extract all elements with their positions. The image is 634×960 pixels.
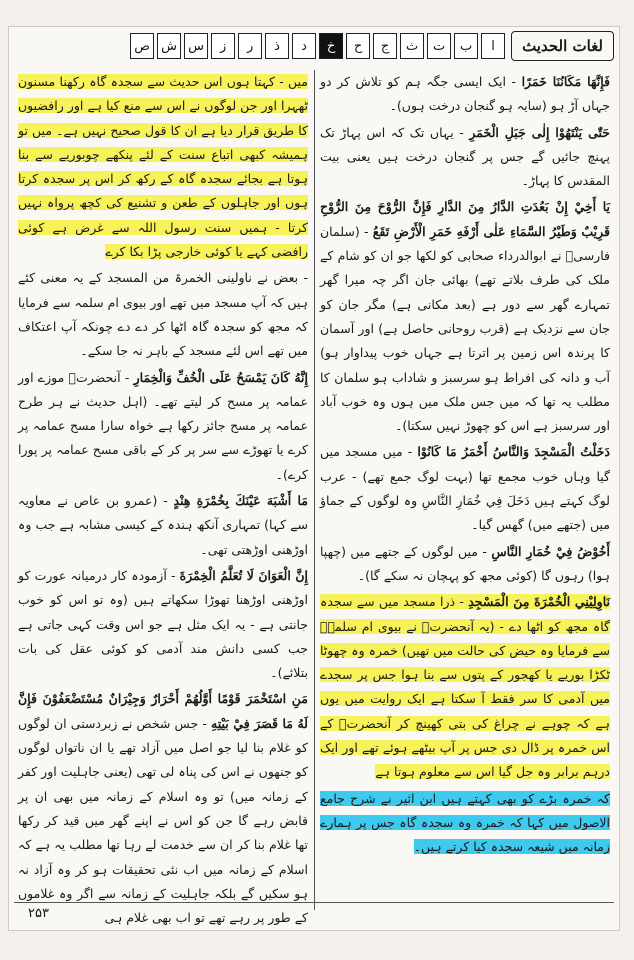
urdu-translation: - (سلمان فارسیؓ نے ابوالدرداء صحابی کو لکھا جو ان کو شام کے ملک کی طرف بلاتے تھے) بھائی جان اگر چہ میرا گھر تمہارے گھر سے دور ہے (بعد مکانی ہے) مگر جان کو جان سے نزدیک ہے (قرب روحانی حاصل ہے) اور آسمان کا پرندہ اس زمین پر اترتا ہے جہاں خوب پیداوار ہو) آب و دانہ کی افراط ہو سرسبز و شاداب ہو سلمان کا مطلب یہ تھا کہ میں جس ملک میں ہوں وہ خوب آباد اور سرسبز ہے اس کو چھوڑ نہیں سکتا)۔ <box>320 223 610 434</box>
entry-paragraph <box>18 687 308 930</box>
urdu-translation: - (عمرو بن عاص نے معاویہ سے کہا) تمہاری آنکھ ہندہ کے کیسی مشابہ ہے جب وہ اوڑھنی اوڑھتی تھی۔ <box>18 493 308 557</box>
urdu-translation: - میں لوگوں کے جتھے میں (چھپا ہوا) رہوں گا (کوئی مجھ کو پہچان نہ سکے گا)۔ <box>320 543 610 583</box>
page-header <box>14 32 614 60</box>
letter-index-item[interactable]: ش <box>157 33 181 59</box>
arabic-headword: يَا أَخِيْ إِنْ بَعُدَتِ الدَّارُ مِنَ الدَّارِ فَإِنَّ الرُّوْحَ مِنَ الرُّوْحِ قَرِيْبٌ وَطَيْرُ السَّمَاءِ عَلٰی أَرْفَهِ خَمَرِ الْأَرْضِ تَقَعُ <box>320 199 610 239</box>
urdu-translation: - یہاں تک کہ اس پہاڑ تک پہنچ جائیں گے جس پر گنجان درخت ہیں یعنی بیت المقدس کا پہاڑ۔ <box>320 124 610 189</box>
arabic-headword: أَخُوْضُ فِيْ خُمَارِ النَّاسِ <box>491 543 611 559</box>
letter-index-item[interactable]: خ <box>319 33 343 59</box>
entry-paragraph <box>320 590 610 784</box>
entry-paragraph <box>18 266 308 363</box>
footer-rule <box>14 902 614 903</box>
urdu-translation: - آنحضرتؐ موزے اور عمامہ پر مسح کر لیتے تھے۔ (اہل حدیث نے ہر طرح عمامہ پر مسح جائز رکھا ہے خواہ سارا مسح عمامہ پر کرے یا تھوڑے سے سر پر کر کے باقی مسح عمامہ پر پورا کرے)۔ <box>18 369 308 482</box>
letter-index-item[interactable]: ص <box>130 33 154 59</box>
urdu-translation: کہ خمرہ بڑے کو بھی کہتے ہیں ابن اثیر نے شرح جامع الاصول میں کہا کہ خمرہ وہ سجدہ گاہ جس پر ہمارے زمانہ میں شیعہ سجدہ کیا کرتے ہیں۔ <box>320 790 610 855</box>
urdu-translation: - میں مسجد میں گیا وہاں خوب مجمع تھا (بہت لوگ جمع تھے) - عرب لوگ کہتے ہیں دَخَلَ فِي خُمَارِ النَّاسِ وہ لوگوں کے جماؤ میں (جتھے میں) گھس گیا۔ <box>320 444 610 533</box>
urdu-translation: میں - کہتا ہوں اس حدیث سے سجدہ گاہ رکھنا مسنون ٹھہرا اور جن لوگوں نے اس سے منع کیا ہے اور رافضیوں کا طریق قرار دیا ہے ان کا قول صحیح نہیں ہے۔ میں تو ہمیشہ کبھی اتباع سنت کے لئے پنکھے چوبوریے سے بنا ہوتا ہے بجائے سجدہ گاہ کے رکھ کر اس پر سجدہ کرتا ہوں اور جاہلوں کے طعن و تشنیع کی کچھ پرواہ نہیں کرتا - ہمیں سنت رسول اللہ سے غرض ہے کوئی رافضی کہے یا کوئی خارجی پڑا بکا کرے <box>18 74 308 260</box>
arabic-headword: مَنِ اسْتَخْمَرَ قَوْمًا أَوَّلُهُمْ أَحْرَارٌ وَجِيْرَانٌ مُسْتَضْعَفُوْنَ فَإِنَّ لَهُ مَا قَصَرَ فِيْ بَيْتِهِ <box>18 691 308 731</box>
alphabet-index <box>130 33 505 59</box>
letter-index-item[interactable]: ث <box>400 33 424 59</box>
entry-paragraph <box>320 787 610 860</box>
entry-paragraph <box>320 195 610 438</box>
arabic-headword: مَا أَشْبَهَ عَيْنَكَ بِخُمْرَةِ هِنْدٍ <box>173 493 308 509</box>
urdu-translation: - بعض نے ناولینی الخمرۃ من المسجد کے یہ معنی کئے ہیں کہ آپ مسجد میں تھے اور بیوی ام سلمہ سے فرمایا کہ مجھ کو سجدہ گاہ اٹھا کر دے دے چونکہ آپ اعتکاف میں تھے اس لئے مسجد کے باہر نہ جا سکے۔ <box>18 270 308 359</box>
urdu-translation: - ذرا مسجد میں سے سجدہ گاہ مجھ کو اٹھا دے - (یہ آنحضرتؐ نے بیوی ام سلمہؓ سے فرمایا وہ حیض کی حالت میں تھیں) خمرہ وہ چھوٹا ٹکڑا بوریے یا کھجور کے پتوں سے بنا ہوا جس پر سجدے میں آدمی کا سر فقط آ سکتا ہے ایک روایت میں یوں ہے کہ چوہے نے چراغ کی بتی کھینچ کر آنحضرتؐ کے اس خمرہ پر ڈال دی جس پر آپ بیٹھے ہوئے تھے اور ایک درہم برابر وہ جل گیا اس سے معلوم ہوتا ہے <box>320 594 610 780</box>
arabic-headword: فَإِنَّهَا مَكَانُنَا خَمَرًا <box>521 74 610 89</box>
letter-index-item[interactable]: ز <box>211 33 235 59</box>
entry-paragraph <box>320 121 610 194</box>
page-number: ۲۵۳ <box>28 906 49 921</box>
entry-paragraph <box>18 489 308 562</box>
book-title: لغات الحدیث <box>511 31 614 61</box>
book-page <box>8 26 620 931</box>
arabic-headword: نَاوِلِيْنِي الْخُمْرَةَ مِنَ الْمَسْجِدِ <box>468 594 610 610</box>
letter-index-item[interactable]: ب <box>454 33 478 59</box>
letter-index-item[interactable]: ذ <box>265 33 289 59</box>
arabic-headword: حَتّٰی يَنْتَهُوْا إِلٰی جَبَلِ الْخَمَرِ <box>469 124 610 140</box>
entry-paragraph <box>18 366 308 487</box>
entry-paragraph <box>320 70 610 119</box>
letter-index-item[interactable]: ج <box>373 33 397 59</box>
letter-index-item[interactable]: د <box>292 33 316 59</box>
entry-paragraph <box>320 540 610 589</box>
column-divider <box>314 70 315 910</box>
entry-paragraph <box>18 70 308 264</box>
arabic-headword: دَخَلْتُ الْمَسْجِدَ وَالنَّاسُ أَخْمَرُ مَا كَانُوْا <box>417 444 610 460</box>
right-column <box>320 70 610 910</box>
urdu-translation: - ایک ایسی جگہ ہم کو تلاش کر دو جہاں آڑ ہو (سایہ ہو گنجان درخت ہوں)۔ <box>320 74 610 114</box>
letter-index-item[interactable]: ر <box>238 33 262 59</box>
letter-index-item[interactable]: ح <box>346 33 370 59</box>
arabic-headword: إِنَّ الْعَوَانَ لَا تُعَلَّمُ الْخِمْرَةَ <box>179 567 308 583</box>
entry-paragraph <box>320 440 610 537</box>
arabic-headword: إِنَّهُ كَانَ يَمْسَحُ عَلَى الْخُفِّ وَالْخِمَارِ <box>133 369 308 385</box>
letter-index-item[interactable]: ت <box>427 33 451 59</box>
letter-index-item[interactable]: س <box>184 33 208 59</box>
urdu-translation: - آزمودہ کار درمیانہ عورت کو اوڑھنی اوڑھنا تھوڑا سکھاتے ہیں (وہ تو اس کو خوب جانتی ہے - یہ ایک مثل ہے جو اس وقت کہی جاتی ہے جب کسی دانش مند آدمی کو کوئی عقل کی بات بتلائے)۔ <box>18 567 308 681</box>
entry-paragraph <box>18 564 308 685</box>
letter-index-item[interactable]: ا <box>481 33 505 59</box>
urdu-translation: - جس شخص نے زبردستی ان لوگوں کو غلام بنا لیا جو اصل میں آزاد تھے یا ان ناتواں لوگوں کو جنھوں نے اس کی پناہ لی تھی (یعنی جاہلیت اور کفر کے زمانہ میں) تو وہ اسلام کے زمانہ میں بھی ان پر قابض رہے گا جن کو اس نے اپنے گھر میں قید کر رکھا تھا غلام بنا کر ان سے خدمت لے رہا تھا مطلب یہ ہے کہ اسلام کے زمانہ میں اب نئی تحقیقات ہو کر وہ آزاد نہ ہو سکیں گے بلکہ جاہلیت کے زمانہ سے اگر وہ غلاموں کے طور پر رہے تھے تو اب بھی غلام ہی <box>18 715 308 926</box>
